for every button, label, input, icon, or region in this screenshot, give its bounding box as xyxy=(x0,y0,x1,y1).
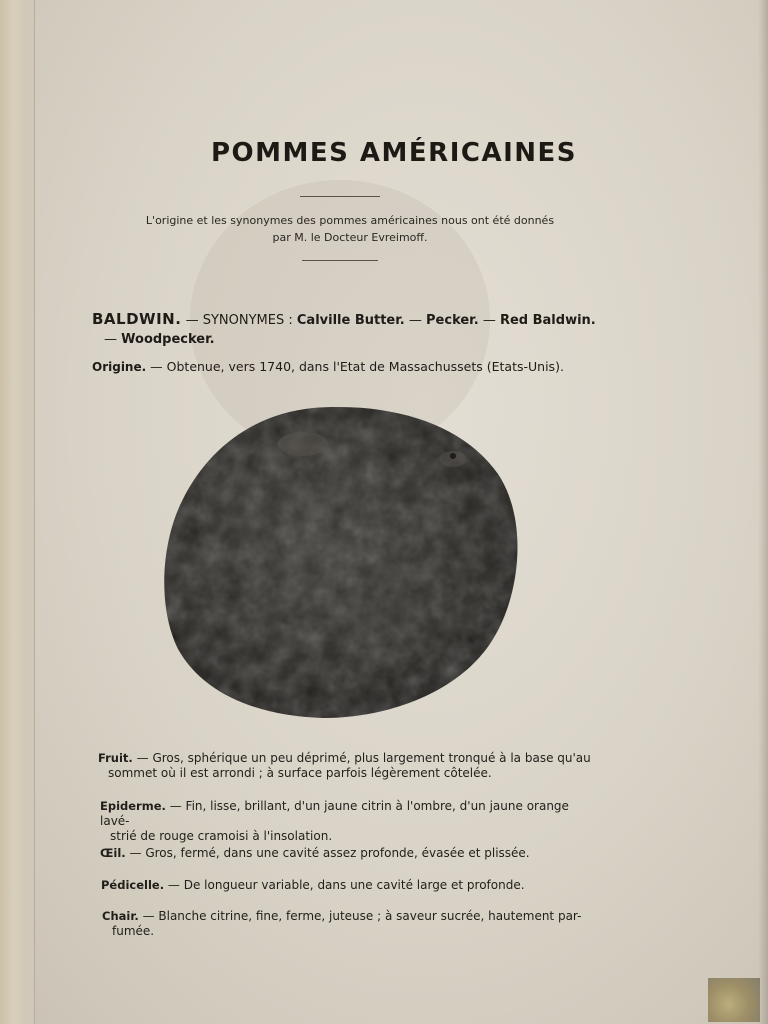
chair-line-2: fumée. xyxy=(112,924,155,938)
description-epiderme xyxy=(100,799,600,844)
synonym-separator-3: — xyxy=(104,332,117,347)
page-title: POMMES AMÉRICAINES xyxy=(210,138,577,168)
intro-line-1: L'origine et les synonymes des pommes américaines nous ont été donnés xyxy=(145,214,555,227)
variety-heading xyxy=(92,310,612,349)
fruit-label: Fruit. xyxy=(98,751,133,765)
chair-line-1: — Blanche citrine, fine, ferme, juteuse ; à saveur sucrée, hautement par- xyxy=(142,909,582,923)
epiderme-label: Epiderme. xyxy=(100,799,166,813)
synonym-4: Woodpecker. xyxy=(121,332,215,347)
synonym-3: Red Baldwin. xyxy=(499,313,596,328)
apple-photograph xyxy=(163,404,521,720)
description-oeil xyxy=(100,846,600,861)
pedicelle-label: Pédicelle. xyxy=(101,878,165,892)
chair-label: Chair. xyxy=(102,909,139,923)
synonyms-label: — SYNONYMES : xyxy=(185,313,293,328)
epiderme-line-1: — Fin, lisse, brillant, d'un jaune citrin à l'ombre, d'un jaune orange lavé- xyxy=(100,799,569,828)
thumbnail-logo xyxy=(708,978,760,1022)
title-rule xyxy=(300,196,380,197)
intro-line-2: par M. le Docteur Evreimoff. xyxy=(272,231,428,244)
variety-name: BALDWIN. xyxy=(92,310,182,328)
origin-label: Origine. xyxy=(92,360,147,374)
description-pedicelle xyxy=(101,878,601,893)
synonym-2: Pecker. xyxy=(426,313,479,328)
description-fruit xyxy=(98,751,598,781)
pedicelle-line-1: — De longueur variable, dans une cavité large et profonde. xyxy=(167,878,525,892)
fruit-line-2: sommet où il est arrondi ; à surface parfois légèrement côtelée. xyxy=(108,766,492,780)
intro-text xyxy=(120,212,580,246)
origin-paragraph xyxy=(92,358,612,376)
origin-text: — Obtenue, vers 1740, dans l'Etat de Massachussets (Etats-Unis). xyxy=(150,359,564,374)
description-chair xyxy=(102,909,602,939)
synonym-separator-2: — xyxy=(482,313,496,328)
epiderme-line-2: strié de rouge cramoisi à l'insolation. xyxy=(110,829,333,843)
synonym-1: Calville Butter. xyxy=(296,313,405,328)
synonym-separator-1: — xyxy=(408,313,422,328)
oeil-line-1: — Gros, fermé, dans une cavité assez profonde, évasée et plissée. xyxy=(129,846,530,860)
oeil-label: Œil. xyxy=(100,846,126,860)
intro-rule xyxy=(302,260,378,261)
fruit-line-1: — Gros, sphérique un peu déprimé, plus largement tronqué à la base qu'au xyxy=(136,751,591,765)
synonym-line-2 xyxy=(92,330,612,349)
